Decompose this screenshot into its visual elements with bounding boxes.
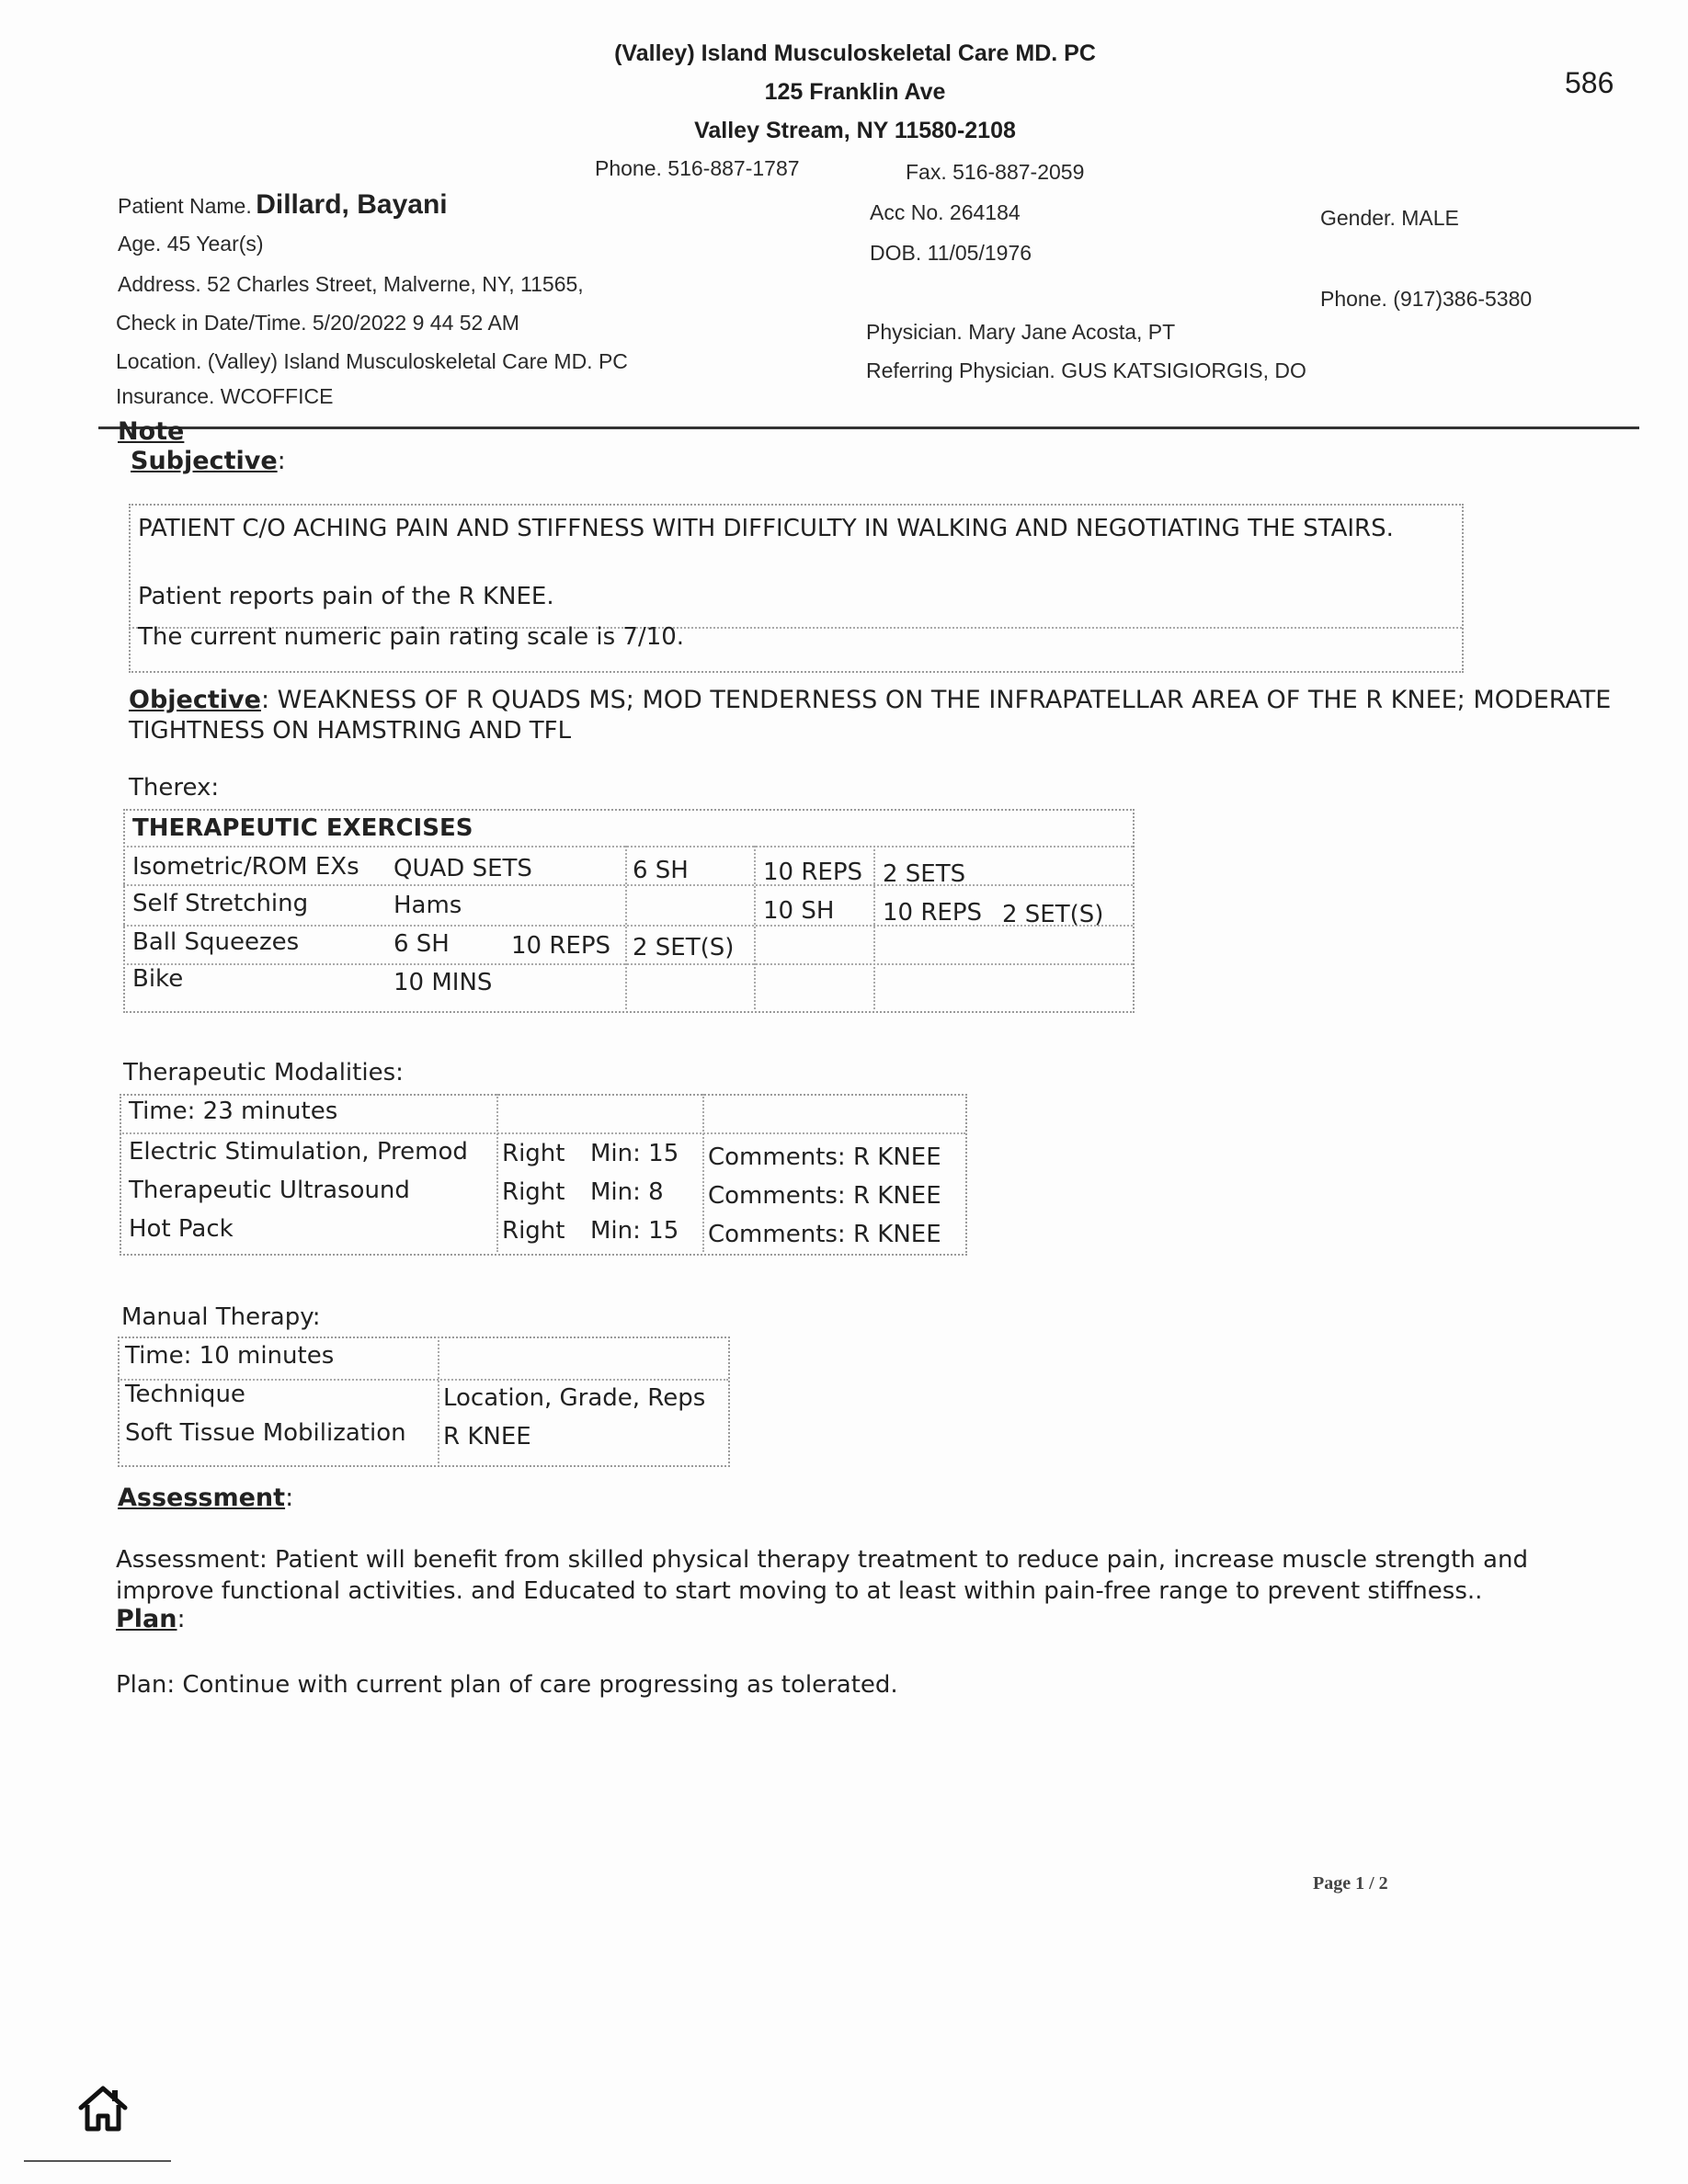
patient-dob: DOB. 11/05/1976 (870, 241, 1032, 265)
clinic-name: (Valley) Island Musculoskeletal Care MD. PC (614, 40, 1096, 66)
manual-r2-c1: Soft Tissue Mobilization (125, 1419, 406, 1447)
modalities-r1-c3: Min: 15 (590, 1140, 679, 1167)
therex-r1-c1: Isometric/ROM EXs (132, 853, 359, 881)
therex-r3-c2: 6 SH (393, 930, 450, 958)
therex-r4-c2: 10 MINS (393, 969, 493, 996)
modalities-r3-c1: Hot Pack (129, 1215, 234, 1243)
assessment-text-2: improve functional activities. and Educated to start moving to at least within pain-free range to prevent stiffness.. (116, 1577, 1483, 1605)
therex-r3-c3: 10 REPS (511, 932, 611, 960)
modalities-r1-c2: Right (502, 1140, 565, 1167)
manual-time: Time: 10 minutes (125, 1342, 335, 1370)
therex-r2-c1: Self Stretching (132, 890, 309, 917)
patient-gender: Gender. MALE (1320, 206, 1459, 230)
therex-r1-c4: 10 REPS (763, 859, 863, 886)
plan-heading-row: Plan: (116, 1605, 186, 1633)
patient-location: Location. (Valley) Island Musculoskeletal Care MD. PC (116, 349, 628, 373)
modalities-r2-c4: Comments: R KNEE (708, 1182, 941, 1210)
subjective-heading: Subjective (131, 447, 278, 475)
therex-title: THERAPEUTIC EXERCISES (132, 814, 473, 842)
therex-r2-c5: 2 SET(S) (1002, 901, 1104, 928)
modalities-r3-c2: Right (502, 1217, 565, 1245)
objective-heading: Objective (129, 686, 261, 714)
plan-text: Plan: Continue with current plan of care progressing as tolerated. (116, 1671, 898, 1699)
header-divider (98, 427, 1639, 429)
clinic-fax: Fax. 516-887-2059 (906, 160, 1085, 184)
manual-r1-c2: Location, Grade, Reps (443, 1384, 706, 1412)
therex-r2-c3: 10 SH (763, 897, 835, 925)
modalities-r3-c3: Min: 15 (590, 1217, 679, 1245)
assessment-text-1: Assessment: Patient will benefit from skilled physical therapy treatment to reduce pain, increase muscle strength and (116, 1546, 1528, 1574)
therex-r1-c2: QUAD SETS (393, 855, 532, 882)
therex-r3-c1: Ball Squeezes (132, 928, 300, 956)
therex-r2-c2: Hams (393, 892, 462, 919)
clinic-street: 125 Franklin Ave (764, 79, 946, 105)
manual-label: Manual Therapy: (121, 1303, 321, 1331)
therex-r4-c1: Bike (132, 965, 184, 993)
patient-address: Address. 52 Charles Street, Malverne, NY, 11565, (118, 272, 584, 296)
clinic-city: Valley Stream, NY 11580-2108 (694, 118, 1016, 143)
patient-name-label: Patient Name. (118, 194, 252, 218)
manual-r2-c2: R KNEE (443, 1423, 531, 1450)
modalities-r1-c4: Comments: R KNEE (708, 1143, 941, 1171)
modalities-r2-c3: Min: 8 (590, 1178, 664, 1206)
patient-insurance: Insurance. WCOFFICE (116, 384, 334, 408)
modalities-label: Therapeutic Modalities: (123, 1059, 404, 1086)
subjective-line-2: Patient reports pain of the R KNEE. (138, 583, 554, 610)
bottom-rule (24, 2160, 171, 2162)
patient-name-row (118, 189, 448, 221)
patient-phone: Phone. (917)386-5380 (1320, 287, 1533, 311)
modalities-time: Time: 23 minutes (129, 1098, 338, 1125)
modalities-r2-c2: Right (502, 1178, 565, 1206)
assessment-heading-row: Assessment: (118, 1484, 294, 1512)
patient-acc-no: Acc No. 264184 (870, 200, 1021, 224)
plan-heading: Plan (116, 1605, 177, 1633)
patient-referring-physician: Referring Physician. GUS KATSIGIORGIS, DO (866, 358, 1306, 382)
therex-label: Therex: (129, 774, 220, 802)
page-number: 586 (1565, 66, 1614, 99)
patient-physician: Physician. Mary Jane Acosta, PT (866, 320, 1176, 344)
therex-r2-c4: 10 REPS (883, 899, 983, 927)
page-footer-label: Page 1 / 2 (1313, 1873, 1388, 1894)
subjective-heading-row: Subjective: (131, 447, 286, 475)
note-heading: Note (118, 417, 185, 446)
patient-age: Age. 45 Year(s) (118, 232, 264, 256)
therex-r3-c4: 2 SET(S) (633, 934, 735, 961)
manual-r1-c1: Technique (125, 1381, 245, 1408)
modalities-r2-c1: Therapeutic Ultrasound (129, 1177, 410, 1204)
therex-r1-c3: 6 SH (633, 857, 689, 884)
modalities-r3-c4: Comments: R KNEE (708, 1221, 941, 1248)
patient-name-value: Dillard, Bayani (256, 189, 448, 220)
patient-checkin: Check in Date/Time. 5/20/2022 9 44 52 AM (116, 311, 519, 335)
assessment-heading: Assessment (118, 1484, 286, 1512)
objective-text-1: : WEAKNESS OF R QUADS MS; MOD TENDERNESS ON THE INFRAPATELLAR AREA OF THE R KNEE; MODERATE (260, 686, 1612, 714)
clinic-phone: Phone. 516-887-1787 (595, 156, 800, 180)
objective-text-2: TIGHTNESS ON HAMSTRING AND TFL (129, 717, 572, 745)
objective-row (129, 686, 1611, 714)
subjective-line-1: PATIENT C/O ACHING PAIN AND STIFFNESS WITH DIFFICULTY IN WALKING AND NEGOTIATING THE STAIRS. (138, 515, 1394, 542)
home-icon[interactable] (77, 2083, 129, 2134)
subjective-line-3: The current numeric pain rating scale is 7/10. (138, 623, 685, 651)
modalities-r1-c1: Electric Stimulation, Premod (129, 1138, 468, 1166)
therex-r1-c5: 2 SETS (883, 860, 966, 888)
